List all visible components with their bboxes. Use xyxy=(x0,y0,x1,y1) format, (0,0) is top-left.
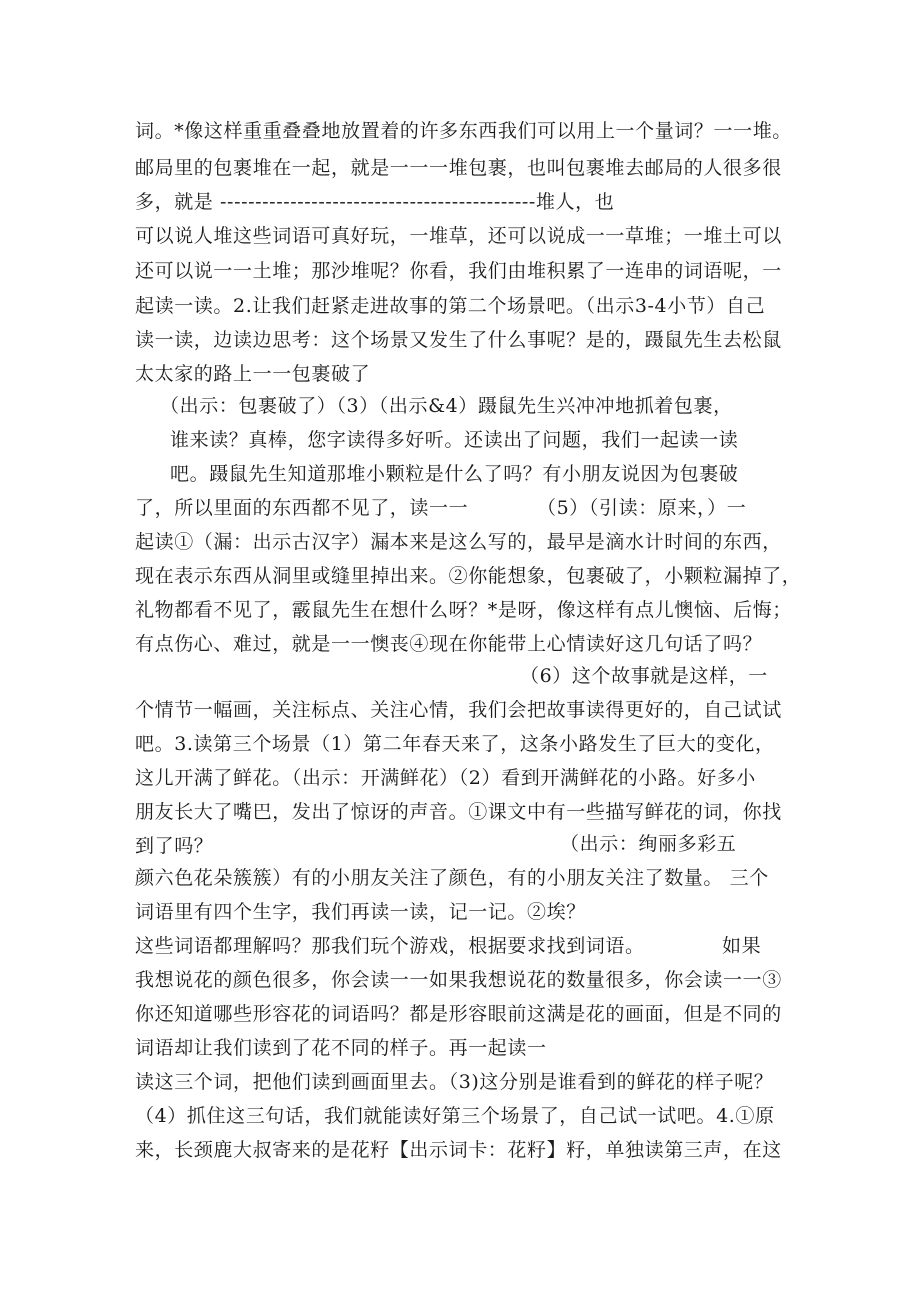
text-line: （出示：包裹破了）（3）（出示&4）蹑鼠先生兴冲冲地抓着包裹， xyxy=(160,395,733,417)
text-line: 词。*像这样重重叠叠地放置着的许多东西我们可以用上一个量词？一一堆。 xyxy=(135,120,792,142)
text-line: （4）抓住这三句话，我们就能读好第三个场景了，自己试一试吧。4.①原 xyxy=(135,1105,775,1127)
text-line: 这儿开满了鲜花。（出示：开满鲜花）（2）看到开满鲜花的小路。好多小 xyxy=(135,767,756,789)
text-line: 吧。3.读第三个场景（1）第二年春天来了，这条小路发生了巨大的变化， xyxy=(135,733,775,755)
text-line: 读这三个词，把他们读到画面里去。（3)这分别是谁看到的鲜花的样子呢？ xyxy=(135,1071,774,1093)
text-line: 到了吗？ xyxy=(135,835,214,857)
text-line: 个情节一幅画，关注标点、关注心情，我们会把故事读得更好的，自己试试 xyxy=(135,699,782,721)
text-line: 起读一读。2.让我们赶紧走进故事的第二个场景吧。（出示3-4小节）自己 xyxy=(135,295,766,317)
text-line: 礼物都看不见了，霰鼠先生在想什么呀？*是呀，像这样有点儿懊恼、后悔； xyxy=(135,599,792,621)
text-line: 谁来读？真棒，您字读得多好听。还读出了问题，我们一起读一读 xyxy=(170,429,739,451)
text-line: 颜六色花朵簇簇）有的小朋友关注了颜色，有的小朋友关注了数量。 三个 xyxy=(135,867,769,889)
text-line: 还可以说一一土堆；那沙堆呢？你看，我们由堆积累了一连串的词语呢，一 xyxy=(135,260,782,282)
text-line: 词语里有四个生字，我们再读一读，记一记。②埃？ xyxy=(135,901,586,923)
text-line: （6）这个故事就是这样，一 xyxy=(520,665,768,687)
text-line: 来，长颈鹿大叔寄来的是花籽【出示词卡：花籽】籽，单独读第三声，在这 xyxy=(135,1139,782,1161)
text-line: （5）（引读：原来，）一 xyxy=(537,497,747,519)
text-line: 你还知道哪些形容花的词语吗？都是形容眼前这满是花的画面，但是不同的 xyxy=(135,1003,782,1025)
text-line: 如果 xyxy=(722,935,762,957)
text-line: 起读①（漏：出示古汉字）漏本来是这么写的，最早是滴水计时间的东西， xyxy=(135,531,782,553)
text-line: 太太家的路上一一包裹破了 xyxy=(135,363,371,385)
text-line: 我想说花的颜色很多，你会读一一如果我想说花的数量很多，你会读一一③ xyxy=(135,969,782,991)
text-line: 读一读，边读边思考：这个场景又发生了什么事呢？是的，蹑鼠先生去松鼠 xyxy=(135,329,782,351)
text-line: 邮局里的包裹堆在一起，就是一一一堆包裹，也叫包裹堆去邮局的人很多很 xyxy=(135,157,782,179)
text-line: 有点伤心、难过，就是一一懊丧④现在你能带上心情读好这几句话了吗？ xyxy=(135,633,763,655)
text-line: 现在表示东西从洞里或缝里掉出来。②你能想象，包裹破了，小颗粒漏掉了， xyxy=(135,565,802,587)
text-line: （出示：绚丽多彩五 xyxy=(560,833,737,855)
text-line: 朋友长大了嘴巴，发出了惊讶的声音。①课文中有一些描写鲜花的词，你找 xyxy=(135,801,782,823)
text-line: 可以说人堆这些词语可真好玩，一堆草，还可以说成一一草堆；一堆土可以 xyxy=(135,225,782,247)
text-line: 这些词语都理解吗？那我们玩个游戏，根据要求找到词语。 xyxy=(135,935,645,957)
text-line: 多，就是 ---------------------------------------------堆人，也 xyxy=(135,191,615,213)
text-line: 了，所以里面的东西都不见了，读一一 xyxy=(135,497,469,519)
text-line: 词语却让我们读到了花不同的样子。再一起读一 xyxy=(135,1037,547,1059)
text-line: 吧。蹑鼠先生知道那堆小颗粒是什么了吗？有小朋友说因为包裹破 xyxy=(170,463,739,485)
